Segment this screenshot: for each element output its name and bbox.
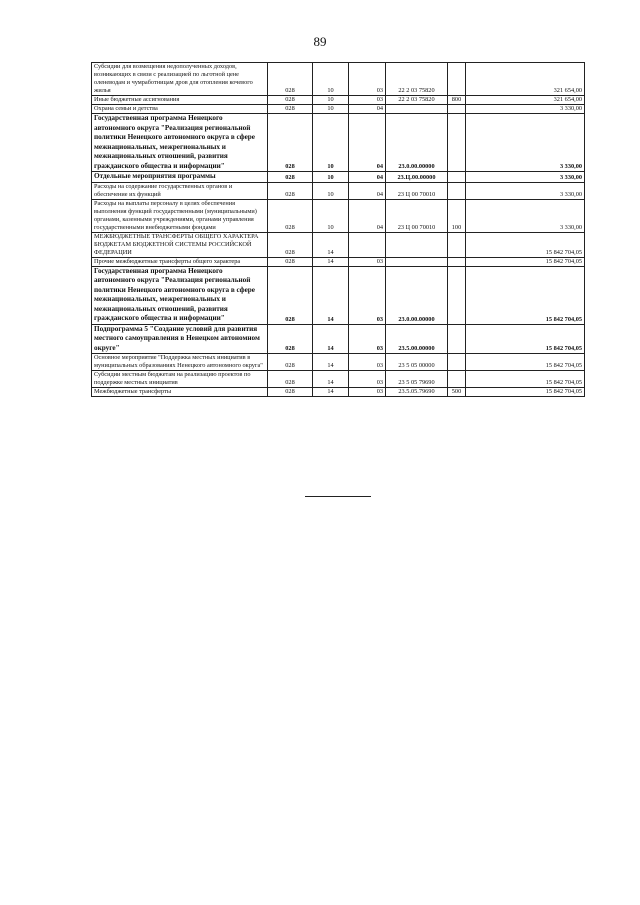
cell-amount: 321 654,00 [466,63,585,96]
cell-target-article [386,257,448,266]
cell-section: 14 [313,388,349,397]
cell-subsection: 03 [349,266,386,324]
cell-expense-type [448,63,466,96]
cell-name: Расходы на выплаты персоналу в целях обеспечения выполнения функций государственными (муниципальными) органами, казенными учреждениями, органами управления государственными внебюджетными фондами [92,199,268,232]
cell-section: 10 [313,63,349,96]
table-row [92,182,585,199]
cell-name: Отдельные мероприятия программы [92,172,268,183]
cell-amount: 3 330,00 [466,199,585,232]
cell-admin-code: 028 [268,199,313,232]
table-row [92,388,585,397]
table-row [92,266,585,324]
cell-subsection: 04 [349,172,386,183]
end-divider [305,496,371,497]
cell-name: МЕЖБЮДЖЕТНЫЕ ТРАНСФЕРТЫ ОБЩЕГО ХАРАКТЕРА БЮДЖЕТАМ БЮДЖЕТНОЙ СИСТЕМЫ РОССИЙСКОЙ ФЕДЕРАЦИИ [92,232,268,257]
cell-subsection: 04 [349,199,386,232]
cell-expense-type [448,232,466,257]
table-row [92,172,585,183]
budget-table [91,62,585,397]
cell-admin-code: 028 [268,388,313,397]
cell-name: Субсидии местным бюджетам на реализацию проектов по поддержке местных инициатив [92,371,268,388]
cell-admin-code: 028 [268,354,313,371]
cell-subsection: 03 [349,96,386,105]
cell-expense-type [448,266,466,324]
cell-admin-code: 028 [268,232,313,257]
table-row [92,114,585,172]
cell-target-article: 23.5.05.79690 [386,388,448,397]
cell-target-article: 23 5 05 00000 [386,354,448,371]
cell-target-article: 22 2 03 75820 [386,63,448,96]
table-row [92,232,585,257]
cell-section: 14 [313,324,349,354]
table-row [92,257,585,266]
cell-expense-type: 500 [448,388,466,397]
cell-expense-type [448,257,466,266]
cell-admin-code: 028 [268,105,313,114]
cell-admin-code: 028 [268,114,313,172]
cell-expense-type [448,105,466,114]
cell-admin-code: 028 [268,96,313,105]
cell-subsection: 03 [349,257,386,266]
cell-target-article: 23.0.00.00000 [386,266,448,324]
cell-admin-code: 028 [268,257,313,266]
cell-section: 10 [313,199,349,232]
cell-name: Государственная программа Ненецкого автономного округа "Реализация региональной политики Ненецкого автономного округа в сфере межнациональных, межрегиональных и межнациональных отношений, развития гражданского общества и информации" [92,114,268,172]
cell-admin-code: 028 [268,371,313,388]
cell-subsection: 04 [349,114,386,172]
cell-admin-code: 028 [268,63,313,96]
cell-name: Субсидии для возмещения недополученных доходов, возникающих в связи с реализацией по льготной цене оленеводам и чумработницам дров для отопления кочевого жилья [92,63,268,96]
cell-amount: 15 842 704,05 [466,324,585,354]
cell-section: 14 [313,232,349,257]
cell-admin-code: 028 [268,324,313,354]
cell-subsection: 03 [349,324,386,354]
cell-target-article [386,105,448,114]
table-row [92,371,585,388]
cell-expense-type [448,354,466,371]
cell-target-article: 23.Ц.00.00000 [386,172,448,183]
cell-amount: 3 330,00 [466,182,585,199]
cell-target-article: 23.0.00.00000 [386,114,448,172]
table-body [92,63,585,397]
cell-name: Прочие межбюджетные трансферты общего характера [92,257,268,266]
page-number: 89 [313,34,327,49]
table-row [92,324,585,354]
cell-section: 10 [313,182,349,199]
cell-expense-type [448,182,466,199]
cell-name: Иные бюджетные ассигнования [92,96,268,105]
cell-expense-type [448,172,466,183]
cell-expense-type: 800 [448,96,466,105]
cell-name: Охрана семьи и детства [92,105,268,114]
table-row [92,96,585,105]
cell-name: Межбюджетные трансферты [92,388,268,397]
cell-amount: 15 842 704,05 [466,266,585,324]
cell-subsection: 04 [349,105,386,114]
cell-subsection [349,232,386,257]
cell-section: 10 [313,96,349,105]
cell-name: Государственная программа Ненецкого автономного округа "Реализация региональной политики Ненецкого автономного округа в сфере межнациональных, межрегиональных и межнациональных отношений, развития гражданского общества и информации" [92,266,268,324]
cell-target-article: 23.5.00.00000 [386,324,448,354]
cell-section: 14 [313,354,349,371]
cell-amount: 3 330,00 [466,114,585,172]
table-row [92,354,585,371]
cell-name: Подпрограмма 5 "Создание условий для развития местного самоуправления в Ненецком автономном округе" [92,324,268,354]
table-row [92,63,585,96]
cell-section: 14 [313,266,349,324]
cell-amount: 15 842 704,05 [466,232,585,257]
cell-section: 10 [313,105,349,114]
cell-target-article: 23 Ц 00 70010 [386,182,448,199]
table-row [92,105,585,114]
cell-expense-type [448,324,466,354]
cell-admin-code: 028 [268,182,313,199]
cell-subsection: 03 [349,354,386,371]
cell-section: 10 [313,172,349,183]
cell-amount: 15 842 704,05 [466,354,585,371]
cell-amount: 15 842 704,05 [466,388,585,397]
cell-amount: 15 842 704,05 [466,371,585,388]
cell-target-article: 23 Ц 00 70010 [386,199,448,232]
cell-target-article: 22 2 03 75820 [386,96,448,105]
cell-section: 14 [313,371,349,388]
cell-name: Расходы на содержание государственных органов и обеспечение их функций [92,182,268,199]
cell-section: 10 [313,114,349,172]
cell-subsection: 03 [349,371,386,388]
cell-expense-type: 100 [448,199,466,232]
cell-subsection: 03 [349,63,386,96]
cell-target-article: 23 5 05 79690 [386,371,448,388]
cell-admin-code: 028 [268,172,313,183]
cell-amount: 3 330,00 [466,172,585,183]
cell-expense-type [448,114,466,172]
cell-amount: 15 842 704,05 [466,257,585,266]
cell-expense-type [448,371,466,388]
cell-name: Основное мероприятие "Поддержка местных инициатив в муниципальных образованиях Ненецкого автономного округа" [92,354,268,371]
table-row [92,199,585,232]
cell-subsection: 03 [349,388,386,397]
cell-subsection: 04 [349,182,386,199]
cell-amount: 3 330,00 [466,105,585,114]
cell-section: 14 [313,257,349,266]
cell-target-article [386,232,448,257]
cell-admin-code: 028 [268,266,313,324]
cell-amount: 321 654,00 [466,96,585,105]
